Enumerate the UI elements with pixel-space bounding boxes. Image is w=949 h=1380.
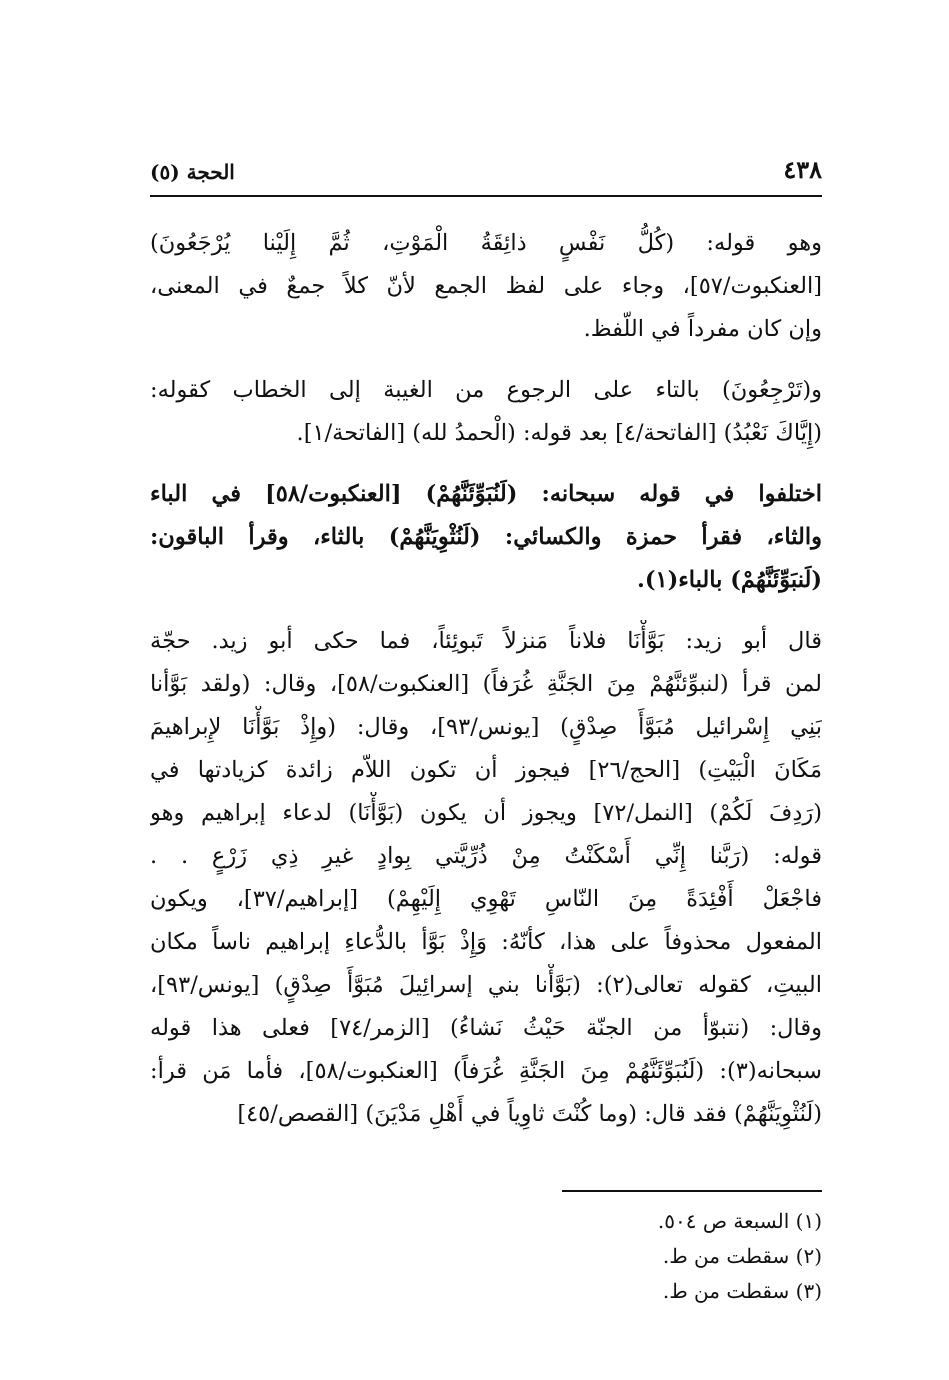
text-line: اختلفوا في قوله سبحانه: (لَنُبَوِّئَنَّهُمْ) [العنكبوت/٥٨] في الباء: [150, 481, 822, 507]
text-line: مَكَانَ الْبَيْتِ) [الحج/٢٦] فيجوز أن تكون اللاّم زائدة كزيادتها في: [150, 757, 822, 783]
footnotes: [150, 1204, 822, 1309]
main-text: [150, 222, 822, 1154]
text-line: وهو قوله: (كُلُّ نَفْسٍ ذائِقَةُ الْمَوْتِ، ثُمَّ إِلَيْنا يُرْجَعُونَ): [150, 230, 822, 256]
text-line: المفعول محذوفاً على هذا، كأنّهُ: وَإِذْ بَوَّأ بالدُّعاءِ إبراهيم ناساً مكان: [150, 929, 822, 955]
paragraph: [150, 222, 822, 351]
running-title: الحجة (٥): [150, 160, 235, 184]
text-line: وإن كان مفرداً في اللّفظ.: [583, 316, 822, 342]
text-line: لمن قرأ (لنبوِّئنَّهُمْ مِنَ الجَنَّةِ غُرَفاً) [العنكبوت/٥٨]، وقال: (ولقد بَوَّأنا: [150, 671, 822, 697]
text-line: والثاء، فقرأ حمزة والكسائي: (لَنُثْوِيَنَّهُمْ) بالثاء، وقرأ الباقون:: [150, 524, 822, 550]
text-line: سبحانه(٣): (لَنُبَوِّئَنَّهُمْ مِنَ الجَنَّةِ غُرَفاً) [العنكبوت/٥٨]، فأما مَن قرأ:: [150, 1058, 822, 1084]
text-line: (رَدِفَ لَكُمْ) [النمل/٧٢] ويجوز أن يكون (بَوَّأْنَا) لدعاء إبراهيم وهو: [150, 800, 822, 826]
text-line: قال أبو زيد: بَوَّأْنَا فلاناً مَنزلاً تَبوئِئاً، فما حكى أبو زيد. حجّة: [150, 628, 822, 654]
paragraph: [150, 620, 822, 1136]
text-line: بَنِي إِسْرائيل مُبَوَّأَ صِدْقٍ) [يونس/٩٣]، وقال: (وإِذْ بَوَّأْنَا لإِبراهيمَ: [150, 714, 822, 740]
text-line: وقال: (نتبوّأ من الجنّة حَيْثُ نَشاءُ) [الزمر/٧٤] فعلى هذا قوله: [150, 1015, 822, 1041]
page-header: [150, 150, 822, 184]
text-line: قوله: (رَبَّنا إِنِّي أَسْكَنْتُ مِنْ ذُرِّيَّتي بِوادٍ غيرِ ذِي زَرْعٍ . .: [150, 843, 822, 869]
footnote: (١) السبعة ص ٥٠٤.: [657, 1209, 822, 1233]
text-line: (لَنبَوِّئَنَّهُمْ) بالباء(١).: [636, 567, 822, 593]
footnote: (٣) سقطت من ط.: [662, 1279, 822, 1303]
page-number: ٤٣٨: [783, 155, 822, 184]
header-divider: [150, 195, 822, 197]
footnote: (٢) سقطت من ط.: [662, 1244, 822, 1268]
paragraph: [150, 473, 822, 602]
text-line: [العنكبوت/٥٧]، وجاء على لفظ الجمع لأنّ كلاً جمعٌ في المعنى،: [150, 273, 822, 299]
footnote-divider: [562, 1190, 822, 1192]
text-line: البيتِ، كقوله تعالى(٢): (بَوَّأْنا بني إسرائِيلَ مُبَوَّأَ صِدْقٍ) [يونس/٩٣]،: [150, 972, 822, 998]
paragraph: [150, 369, 822, 455]
text-line: (لَنُثْوِيَنَّهُمْ) فقد قال: (وما كُنْتَ ثاوِياً في أَهْلِ مَدْيَنَ) [القصص/٤٥]: [237, 1101, 822, 1127]
text-line: فاجْعَلْ أَفْئِدَةً مِنَ النّاسِ تَهْوِي إِلَيْهِمْ) [إبراهيم/٣٧]، ويكون: [150, 886, 822, 912]
text-line: (إِيَّاكَ نَعْبُدُ) [الفاتحة/٤] بعد قوله: (الْحمدُ لله) [الفاتحة/١].: [296, 420, 822, 446]
text-line: و(تَرْجِعُونَ) بالتاء على الرجوع من الغيبة إلى الخطاب كقوله:: [150, 377, 822, 403]
